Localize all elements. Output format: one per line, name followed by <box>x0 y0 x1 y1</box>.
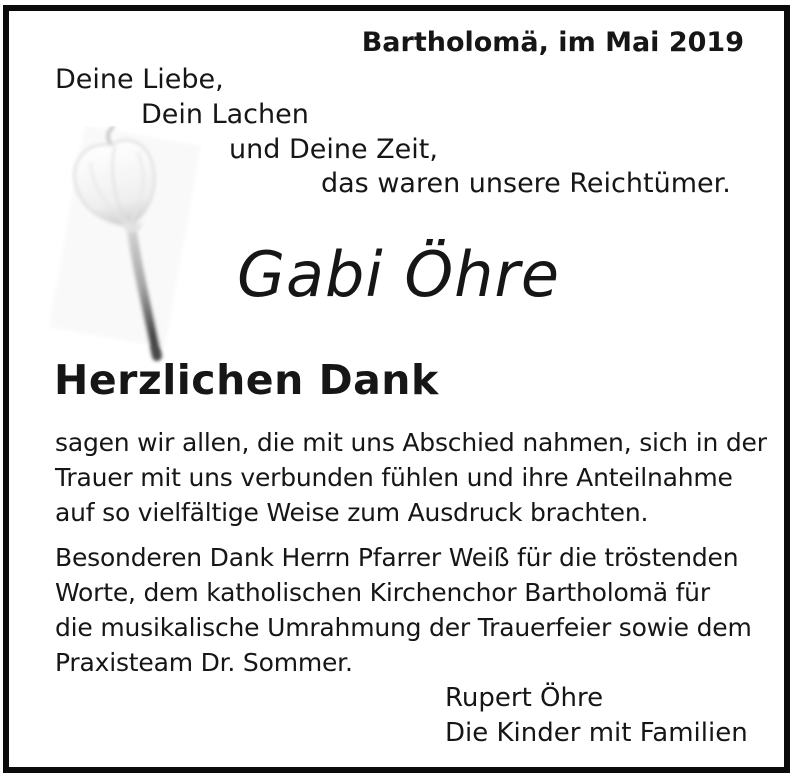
paragraph-2-line-4: Praxisteam Dr. Sommer. <box>55 648 353 677</box>
paragraph-1-line-1: sagen wir allen, die mit uns Abschied nahmen, sich in der <box>55 428 767 457</box>
signature-line-1: Rupert Öhre <box>445 683 604 713</box>
signature-block <box>445 681 748 751</box>
poem-line-3: und Deine Zeit, <box>229 134 438 165</box>
paragraph-2 <box>55 540 752 680</box>
paragraph-1 <box>55 425 767 530</box>
dateline: Bartholomä, im Mai 2019 <box>361 27 744 58</box>
poem-line-2: Dein Lachen <box>141 99 309 130</box>
paragraph-1-line-3: auf so vielfältige Weise zum Ausdruck brachten. <box>55 498 649 527</box>
poem-line-1: Deine Liebe, <box>55 64 224 95</box>
signature-line-2: Die Kinder mit Familien <box>445 718 748 748</box>
deceased-name: Gabi Öhre <box>237 238 561 311</box>
poem-line-4: das waren unsere Reichtümer. <box>321 168 731 199</box>
paragraph-2-line-3: die musikalische Umrahmung der Trauerfeier sowie dem <box>55 613 752 642</box>
paragraph-1-line-2: Trauer mit uns verbunden fühlen und ihre Anteilnahme <box>55 463 733 492</box>
paragraph-2-line-2: Worte, dem katholischen Kirchenchor Bartholomä für <box>55 578 710 607</box>
calla-lily-image <box>36 126 226 364</box>
paragraph-2-line-1: Besonderen Dank Herrn Pfarrer Weiß für die tröstenden <box>55 543 739 572</box>
thanks-heading: Herzlichen Dank <box>54 356 439 404</box>
